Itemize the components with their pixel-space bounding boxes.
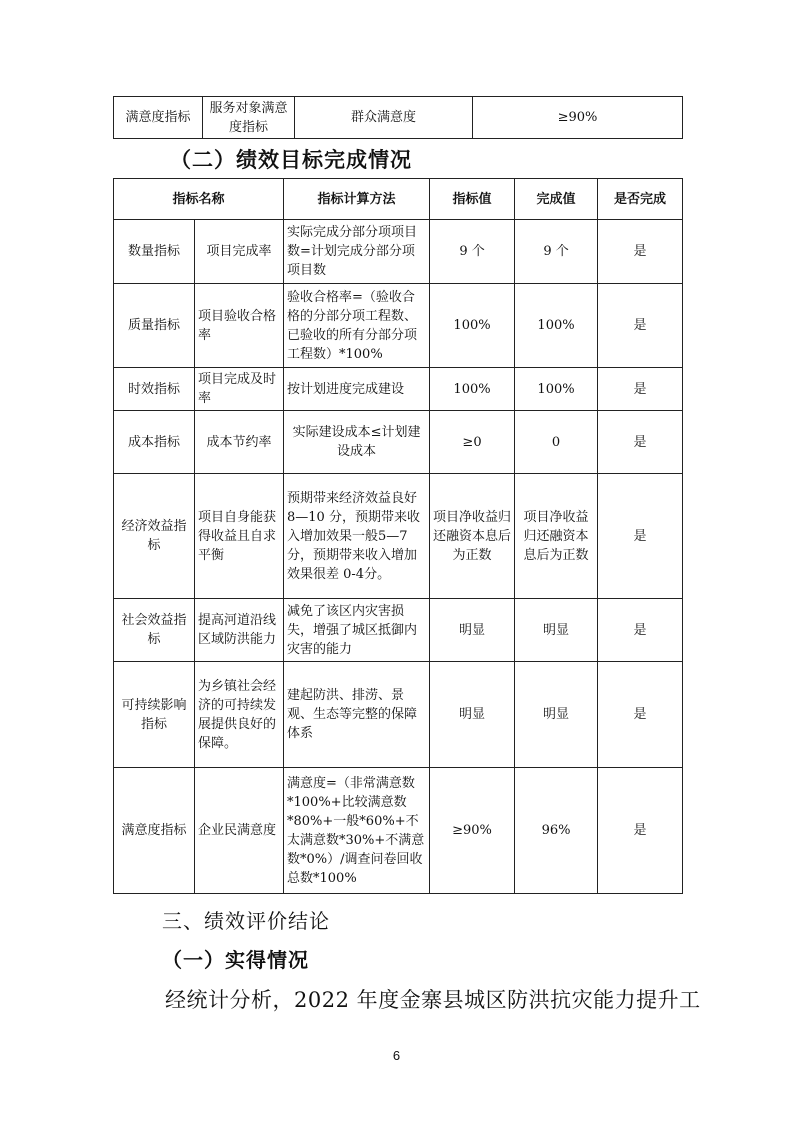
row-category: 经济效益指标 [114,474,195,599]
row-method: 验收合格率=（验收合格的分部分项工程数、已验收的所有分部分项工程数）*100% [284,284,430,368]
row-actual: 100% [515,368,598,411]
row-actual: 明显 [515,599,598,662]
row-target: ≥0 [430,411,515,474]
row-category: 时效指标 [114,368,195,411]
section-3-heading: 三、绩效评价结论 [162,909,330,933]
table-row [114,474,683,599]
row-method: 减免了该区内灾害损失，增强了城区抵御内灾害的能力 [284,599,430,662]
header-target: 指标值 [430,179,515,220]
indicator-value: ≥90% [473,97,683,139]
row-name: 项目完成率 [195,220,284,284]
row-category: 成本指标 [114,411,195,474]
table-header-row [114,179,683,220]
header-done: 是否完成 [598,179,683,220]
row-name: 为乡镇社会经济的可持续发展提供良好的保障。 [195,662,284,768]
header-actual: 完成值 [515,179,598,220]
row-actual: 9 个 [515,220,598,284]
indicator-subcategory: 服务对象满意度指标 [203,97,295,139]
row-done: 是 [598,284,683,368]
row-actual: 明显 [515,662,598,768]
header-method: 指标计算方法 [284,179,430,220]
table-row [114,220,683,284]
row-method: 实际完成分部分项项目数=计划完成分部分项项目数 [284,220,430,284]
row-category: 社会效益指标 [114,599,195,662]
row-method: 建起防洪、排涝、景观、生态等完整的保障体系 [284,662,430,768]
top-continuation-table [113,96,683,139]
row-category: 可持续影响指标 [114,662,195,768]
row-name: 项目验收合格率 [195,284,284,368]
table-row [114,284,683,368]
row-method: 满意度=（非常满意数*100%+比较满意数*80%+一般*60%+不太满意数*30%+不满意数*0%）/调查问卷回收总数*100% [284,768,430,894]
table-row [114,97,683,139]
row-actual: 96% [515,768,598,894]
row-done: 是 [598,662,683,768]
row-target: 项目净收益归还融资本息后为正数 [430,474,515,599]
table-row [114,368,683,411]
table-row [114,599,683,662]
body-paragraph: 经统计分析，2022 年度金寨县城区防洪抗灾能力提升工 [165,988,701,1012]
row-done: 是 [598,768,683,894]
indicator-name: 群众满意度 [295,97,473,139]
table-row [114,768,683,894]
indicator-category: 满意度指标 [114,97,203,139]
row-name: 成本节约率 [195,411,284,474]
row-category: 满意度指标 [114,768,195,894]
row-name: 项目完成及时率 [195,368,284,411]
row-done: 是 [598,474,683,599]
row-actual: 0 [515,411,598,474]
row-target: 明显 [430,662,515,768]
performance-table [113,178,683,894]
row-name: 企业民满意度 [195,768,284,894]
row-done: 是 [598,599,683,662]
section-2-heading: （二）绩效目标完成情况 [170,148,412,172]
row-done: 是 [598,368,683,411]
header-indicator-name: 指标名称 [114,179,284,220]
row-done: 是 [598,411,683,474]
page-number: 6 [392,1048,401,1063]
row-actual: 100% [515,284,598,368]
row-name: 项目自身能获得收益且自求平衡 [195,474,284,599]
row-target: 9 个 [430,220,515,284]
row-category: 数量指标 [114,220,195,284]
table-row [114,411,683,474]
row-method: 预期带来经济效益良好 8—10 分，预期带来收入增加效果一般5—7 分，预期带来收入增加效果很差 0-4分。 [284,474,430,599]
row-target: ≥90% [430,768,515,894]
row-method: 按计划进度完成建设 [284,368,430,411]
row-category: 质量指标 [114,284,195,368]
row-actual: 项目净收益归还融资本息后为正数 [515,474,598,599]
section-3-1-heading: （一）实得情况 [162,948,309,972]
row-target: 明显 [430,599,515,662]
table-row [114,662,683,768]
row-target: 100% [430,368,515,411]
row-done: 是 [598,220,683,284]
row-method: 实际建设成本≤计划建设成本 [284,411,430,474]
row-name: 提高河道沿线区域防洪能力 [195,599,284,662]
row-target: 100% [430,284,515,368]
